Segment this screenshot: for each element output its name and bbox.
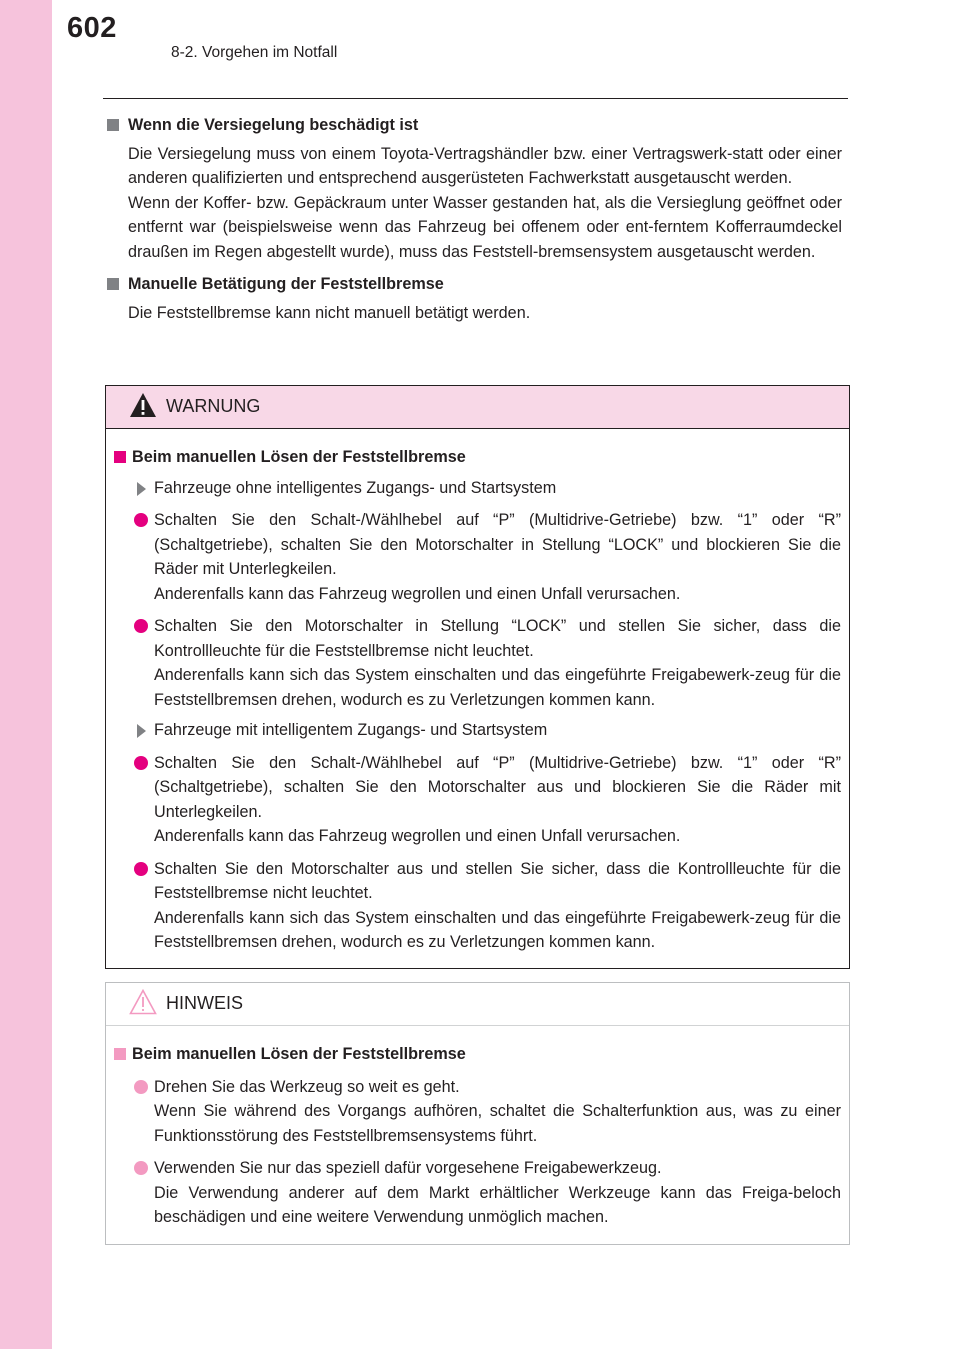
paragraph-line: Die Versiegelung muss von einem Toyota-Vertragshändler bzw. einer Vertragswerk-statt oder einer anderen qualifizierten und entsprechend ausgerüsteten Fachwerkstatt ausgetauscht werden. [128, 144, 842, 187]
main-content [106, 113, 842, 325]
square-bullet-icon [114, 451, 126, 463]
section-heading-text: Manuelle Betätigung der Feststellbremse [128, 275, 444, 293]
warning-item-line: Anderenfalls kann sich das System einschalten und das eingeführte Freigabewerk-zeug für die Feststellbremsen drehen, wodurch es zu Verletzungen kommen kann. [154, 666, 841, 709]
warning-title: WARNUNG [166, 396, 261, 416]
warning-item-line: Schalten Sie den Schalt-/Wählhebel auf “P” (Multidrive-Getriebe) bzw. “1” oder “R” (Schaltgetriebe), schalten Sie den Motorschalter aus und blockieren Sie die Räder mit Unterlegkeilen. [154, 753, 841, 821]
paragraph-line: Wenn der Koffer- bzw. Gepäckraum unter Wasser gestanden hat, als die Versieglung geöffnet oder entfernt war (beispielsweise wenn das Fahrzeug bei offenem oder ent-ferntem Kofferraumdeckel draußen im Regen abgestellt wurde), muss das Feststell-bremsensystem ausgetauscht werden. [128, 193, 842, 261]
circle-bullet-icon [134, 619, 148, 633]
section-heading [106, 113, 842, 138]
vehicle-type-label [114, 718, 841, 743]
section-paragraph [128, 301, 842, 326]
arrow-right-icon [137, 724, 146, 738]
warning-item [114, 614, 841, 712]
warning-box [105, 385, 850, 969]
square-bullet-icon [107, 278, 119, 290]
vehicle-type-label [114, 476, 841, 501]
circle-bullet-icon [134, 862, 148, 876]
notice-title: HINWEIS [166, 993, 244, 1013]
square-bullet-icon [114, 1048, 126, 1060]
square-bullet-icon [107, 119, 119, 131]
notice-item-line: Die Verwendung anderer auf dem Markt erhältlicher Werkzeuge kann das Freiga-beloch beschädigen und eine weitere Verwendung unmöglich machen. [154, 1183, 841, 1226]
notice-body [106, 1026, 849, 1230]
circle-bullet-icon [134, 513, 148, 527]
vehicle-type-text: Fahrzeuge mit intelligentem Zugangs- und Startsystem [154, 721, 548, 739]
section-paragraph [128, 142, 842, 265]
arrow-right-icon [137, 482, 146, 496]
warning-item-line: Anderenfalls kann das Fahrzeug wegrollen und einen Unfall verursachen. [154, 827, 681, 845]
chapter-title: 8-2. Vorgehen im Notfall [171, 44, 338, 61]
notice-box [105, 982, 850, 1245]
circle-bullet-icon [134, 1161, 148, 1175]
page-number: 602 [67, 12, 117, 44]
notice-item-line: Verwenden Sie nur das speziell dafür vorgesehene Freigabewerkzeug. [154, 1159, 662, 1177]
warning-item-line: Anderenfalls kann sich das System einschalten und das eingeführte Freigabewerk-zeug für die Feststellbremsen drehen, wodurch es zu Verletzungen kommen kann. [154, 908, 841, 951]
warning-item-line: Anderenfalls kann das Fahrzeug wegrollen und einen Unfall verursachen. [154, 584, 681, 603]
paragraph-line: Die Feststellbremse kann nicht manuell betätigt werden. [128, 303, 531, 322]
notice-item-line: Wenn Sie während des Vorgangs aufhören, schaltet die Schalterfunktion aus, was zu einer Funktionsstörung des Feststellbremsensystems führt. [154, 1102, 841, 1145]
warning-heading-text: Beim manuellen Lösen der Feststellbremse [132, 448, 466, 466]
notice-item [114, 1156, 841, 1230]
notice-header [106, 983, 849, 1026]
notice-item-line: Drehen Sie das Werkzeug so weit es geht. [154, 1077, 460, 1096]
warning-item-line: Schalten Sie den Motorschalter in Stellung “LOCK” und stellen Sie sicher, dass die Kontrollleuchte für die Feststellbremse nicht leuchtet. [154, 617, 841, 660]
circle-bullet-icon [134, 756, 148, 770]
circle-bullet-icon [134, 1080, 148, 1094]
notice-heading-text: Beim manuellen Lösen der Feststellbremse [132, 1045, 466, 1063]
warning-body [106, 429, 849, 955]
warning-heading [114, 445, 841, 470]
section-heading-text: Wenn die Versiegelung beschädigt ist [128, 116, 419, 134]
notice-item [114, 1075, 841, 1149]
sidebar-tab [0, 0, 52, 1349]
header-rule [103, 98, 848, 99]
warning-item [114, 857, 841, 955]
warning-item-line: Schalten Sie den Motorschalter aus und stellen Sie sicher, dass die Kontrollleuchte für die Feststellbremse nicht leuchtet. [154, 859, 841, 902]
notice-triangle-icon [129, 989, 157, 1015]
warning-header [106, 386, 849, 429]
warning-item-line: Schalten Sie den Schalt-/Wählhebel auf “P” (Multidrive-Getriebe) bzw. “1” oder “R” (Schaltgetriebe), schalten Sie den Motorschalter in Stellung “LOCK” und blockieren Sie die Räder mit Unterlegkeilen. [154, 511, 841, 578]
notice-heading [114, 1042, 841, 1067]
vehicle-type-text: Fahrzeuge ohne intelligentes Zugangs- und Startsystem [154, 478, 557, 497]
warning-triangle-icon [129, 392, 157, 418]
section-heading [106, 272, 842, 297]
warning-item [114, 508, 841, 606]
warning-item [114, 751, 841, 849]
